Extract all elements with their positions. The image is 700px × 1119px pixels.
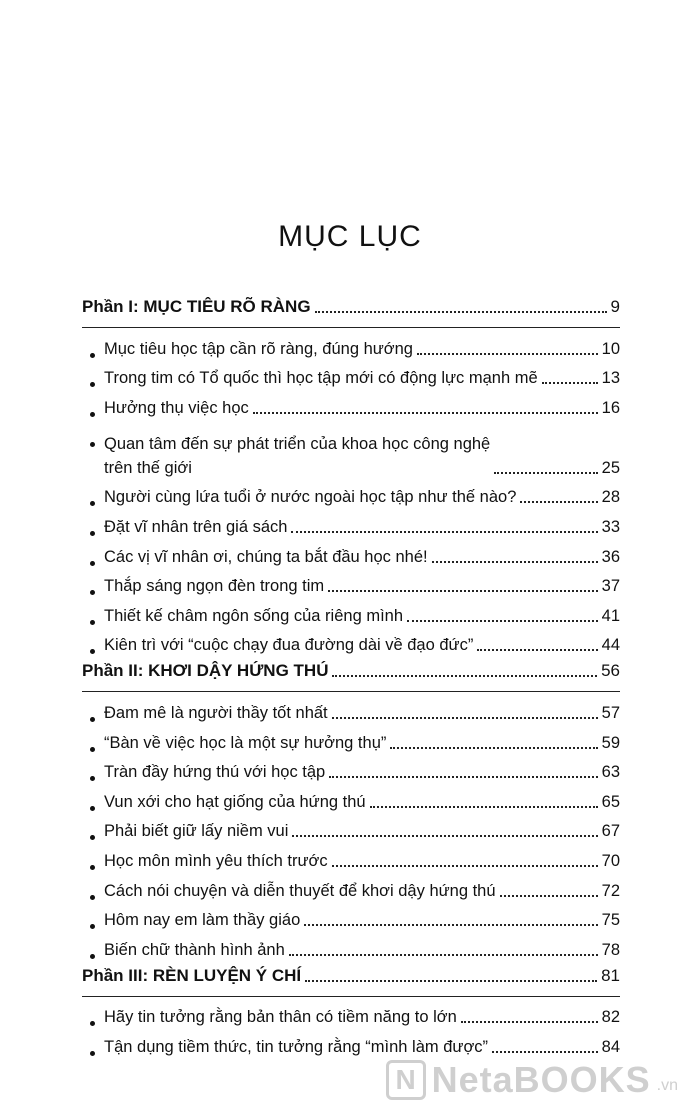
dot-leader: [292, 835, 597, 837]
dot-leader: [500, 895, 598, 897]
bullet-icon: [90, 776, 95, 781]
dot-leader: [477, 649, 597, 651]
entry-label: Hôm nay em làm thầy giáo: [104, 911, 301, 930]
section-page-number: 9: [610, 297, 620, 316]
toc-entry[interactable]: [82, 1030, 620, 1060]
toc-entry[interactable]: [82, 481, 620, 511]
toc-entry[interactable]: [82, 696, 620, 726]
toc-section-heading[interactable]: [82, 963, 620, 990]
dot-leader: [492, 1051, 598, 1053]
toc-entry[interactable]: [82, 391, 620, 421]
bullet-icon: [90, 954, 95, 959]
toc-entry[interactable]: [82, 874, 620, 904]
dot-leader: [332, 865, 598, 867]
toc-entry[interactable]: [82, 599, 620, 629]
toc-entry[interactable]: [82, 815, 620, 845]
entry-label: Trong tim có Tổ quốc thì học tập mới có động lực mạnh mẽ: [104, 369, 538, 388]
entry-label: Đam mê là người thầy tốt nhất: [104, 703, 328, 722]
entry-label: Thiết kế châm ngôn sống của riêng mình: [104, 606, 404, 625]
bullet-icon: [90, 747, 95, 752]
bullet-icon: [90, 412, 95, 417]
dot-leader: [542, 382, 598, 384]
section-divider: [82, 691, 620, 692]
watermark-logo-icon: N: [386, 1060, 426, 1100]
section-page-number: 81: [601, 965, 620, 985]
section-divider: [82, 996, 620, 997]
page-title: MỤC LỤC: [278, 220, 422, 254]
entry-page-number: 72: [601, 881, 620, 900]
toc-entry[interactable]: [82, 844, 620, 874]
entry-page-number: 13: [601, 369, 620, 388]
section-label: Phần II: KHƠI DẬY HỨNG THÚ: [82, 661, 329, 681]
bullet-icon: [90, 501, 95, 506]
dot-leader: [291, 531, 597, 533]
watermark: [386, 1059, 678, 1101]
entry-label: Các vị vĩ nhân ơi, chúng ta bắt đầu học nhé!: [104, 547, 428, 566]
bullet-icon: [90, 590, 95, 595]
entry-label: Kiên trì với “cuộc chạy đua đường dài về đạo đức”: [104, 636, 474, 655]
entry-page-number: 41: [601, 606, 620, 625]
bullet-icon: [90, 717, 95, 722]
section-label: Phần III: RÈN LUYỆN Ý CHÍ: [82, 965, 302, 985]
table-of-contents: [82, 294, 620, 1060]
toc-entry[interactable]: [82, 726, 620, 756]
dot-leader: [520, 501, 597, 503]
section-page-number: 56: [601, 661, 620, 681]
entry-label: Tận dụng tiềm thức, tin tưởng rằng “mình làm được”: [104, 1037, 489, 1056]
dot-leader: [332, 717, 598, 719]
section-divider: [82, 327, 620, 328]
toc-entry[interactable]: [82, 510, 620, 540]
entry-label: Vun xới cho hạt giống của hứng thú: [104, 792, 366, 811]
bullet-icon: [90, 1051, 95, 1056]
bullet-icon: [90, 353, 95, 358]
entry-page-number: 10: [601, 339, 620, 358]
entry-page-number: 33: [601, 517, 620, 536]
entry-page-number: 25: [601, 458, 620, 477]
entry-page-number: 44: [601, 636, 620, 655]
watermark-text: NetaBOOKS: [431, 1059, 651, 1100]
toc-entry[interactable]: [82, 421, 620, 481]
dot-leader: [332, 675, 597, 677]
entry-label: “Bàn về việc học là một sự hưởng thụ”: [104, 733, 387, 752]
dot-leader: [304, 924, 597, 926]
bullet-icon: [90, 382, 95, 387]
entry-label: Biến chữ thành hình ảnh: [104, 940, 285, 959]
entry-page-number: 36: [601, 547, 620, 566]
entry-label-continued: trên thế giới: [104, 458, 192, 477]
toc-entry[interactable]: [82, 362, 620, 392]
entry-page-number: 78: [601, 940, 620, 959]
bullet-icon: [90, 531, 95, 536]
entry-page-number: 70: [601, 851, 620, 870]
toc-entry[interactable]: [82, 629, 620, 659]
bullet-icon: [90, 835, 95, 840]
dot-leader: [289, 954, 598, 956]
bullet-icon: [90, 1021, 95, 1026]
entry-label: Phải biết giữ lấy niềm vui: [104, 822, 289, 841]
entry-page-number: 84: [601, 1037, 620, 1056]
entry-label: Hưởng thụ việc học: [104, 398, 249, 417]
toc-entry[interactable]: [82, 933, 620, 963]
dot-leader: [315, 311, 607, 313]
entry-page-number: 16: [601, 398, 620, 417]
bullet-icon: [90, 561, 95, 566]
entry-page-number: 75: [601, 911, 620, 930]
entry-page-number: 63: [601, 763, 620, 782]
section-label: Phần I: MỤC TIÊU RÕ RÀNG: [82, 297, 311, 316]
entry-page-number: 65: [601, 792, 620, 811]
entry-label-wrap: [104, 429, 490, 481]
toc-entry[interactable]: [82, 570, 620, 600]
dot-leader: [305, 980, 597, 982]
dot-leader: [253, 412, 598, 414]
bullet-icon: [90, 924, 95, 929]
entry-label: Mục tiêu học tập cần rõ ràng, đúng hướng: [104, 339, 413, 358]
dot-leader: [432, 561, 598, 563]
entry-page-number: 57: [601, 703, 620, 722]
entry-page-number: 67: [601, 822, 620, 841]
entry-label: Người cùng lứa tuổi ở nước ngoài học tập như thế nào?: [104, 488, 517, 507]
dot-leader: [329, 776, 597, 778]
entry-label: Thắp sáng ngọn đèn trong tim: [104, 577, 325, 596]
entry-label: Đặt vĩ nhân trên giá sách: [104, 517, 288, 536]
entry-page-number: 59: [601, 733, 620, 752]
bullet-icon: [90, 442, 95, 447]
toc-entry[interactable]: [82, 540, 620, 570]
bullet-icon: [90, 649, 95, 654]
entry-label: Quan tâm đến sự phát triển của khoa học công nghệ: [104, 434, 491, 453]
watermark-suffix: .vn: [656, 1077, 678, 1094]
entry-label: Học môn mình yêu thích trước: [104, 851, 328, 870]
bullet-icon: [90, 806, 95, 811]
dot-leader: [390, 747, 597, 749]
toc-entry[interactable]: [82, 1001, 620, 1031]
dot-leader: [370, 806, 598, 808]
bullet-icon: [90, 620, 95, 625]
dot-leader: [417, 353, 598, 355]
toc-entry[interactable]: [82, 904, 620, 934]
entry-page-number: 37: [601, 577, 620, 596]
dot-leader: [461, 1021, 598, 1023]
entry-label: Tràn đầy hứng thú với học tập: [104, 763, 326, 782]
toc-entry[interactable]: [82, 785, 620, 815]
entry-label: Hãy tin tưởng rằng bản thân có tiềm năng to lớn: [104, 1008, 457, 1027]
dot-leader: [494, 472, 597, 474]
toc-section-heading[interactable]: [82, 294, 620, 321]
entry-page-number: 28: [601, 488, 620, 507]
toc-section-heading[interactable]: [82, 658, 620, 685]
entry-page-number: 82: [601, 1008, 620, 1027]
dot-leader: [328, 590, 597, 592]
dot-leader: [407, 620, 598, 622]
bullet-icon: [90, 895, 95, 900]
toc-entry[interactable]: [82, 756, 620, 786]
toc-entry[interactable]: [82, 332, 620, 362]
entry-label: Cách nói chuyện và diễn thuyết để khơi dậy hứng thú: [104, 881, 496, 900]
bullet-icon: [90, 865, 95, 870]
